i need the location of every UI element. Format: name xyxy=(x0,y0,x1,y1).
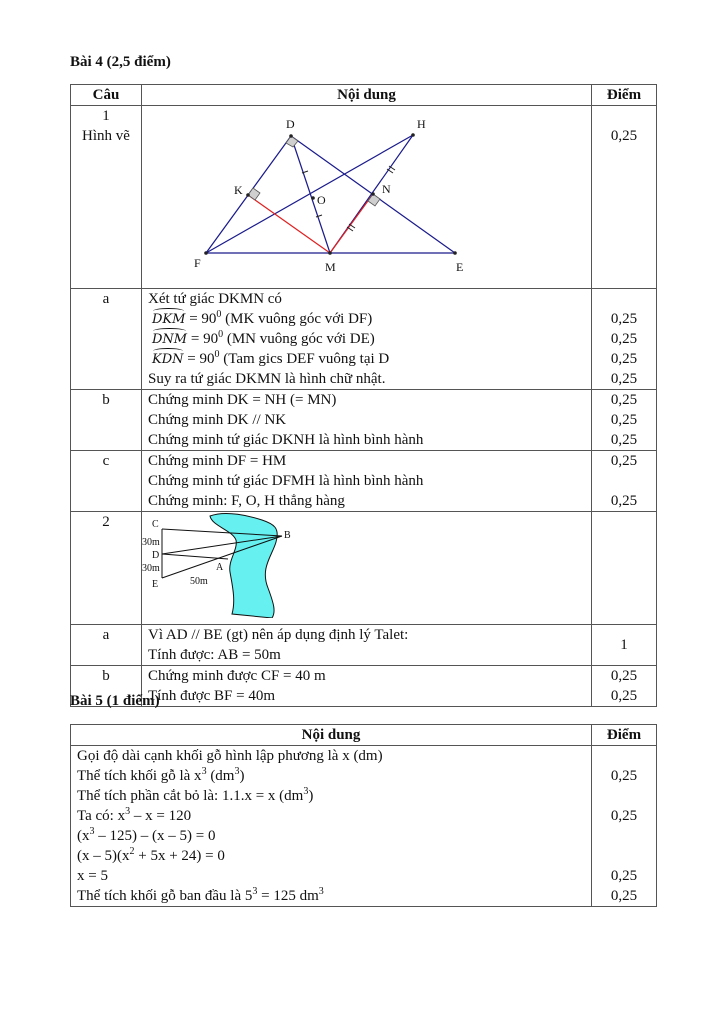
bai5-noidung xyxy=(71,746,592,907)
row-a xyxy=(71,289,657,390)
t: (dm xyxy=(206,768,235,784)
label-E2: E xyxy=(152,579,159,590)
score: 0,25 xyxy=(610,432,638,448)
header-diem: Điểm xyxy=(592,85,657,106)
bai4-table xyxy=(70,84,657,707)
edge-MN xyxy=(330,194,373,253)
score: 0,25 xyxy=(610,888,638,904)
angle-DNM: DNM xyxy=(152,330,187,350)
score: 0,25 xyxy=(610,453,638,469)
score: 0,25 xyxy=(610,412,638,428)
row-b xyxy=(71,390,657,451)
t: ) xyxy=(308,788,314,804)
label-D: D xyxy=(286,117,295,131)
noidung-2b xyxy=(142,666,592,707)
score: 0,25 xyxy=(610,868,638,884)
score: 0,25 xyxy=(610,668,638,684)
t: Thể tích khối gỗ ban đầu là 5 xyxy=(77,888,253,904)
header-diem: Điểm xyxy=(592,725,657,746)
diem-a xyxy=(592,289,657,390)
label-30m-1: 30m xyxy=(142,537,160,548)
text-line: Chứng minh DF = HM xyxy=(148,453,287,469)
text-line xyxy=(148,329,585,349)
bai5-title: Bài 5 (1 điểm) xyxy=(70,693,160,709)
label-M: M xyxy=(325,260,336,274)
noidung-a xyxy=(142,289,592,390)
t: – x = 120 xyxy=(130,808,192,824)
figure-cell xyxy=(142,106,592,289)
sup: 3 xyxy=(318,886,324,897)
t: – 125) – (x – 5) = 0 xyxy=(94,828,216,844)
sup: 3 xyxy=(303,786,309,797)
diem-c xyxy=(592,451,657,512)
deg: 0 xyxy=(216,309,222,320)
score: 0,25 xyxy=(610,688,638,704)
sup: 3 xyxy=(125,806,131,817)
label-C: C xyxy=(152,519,159,530)
bai5-diem xyxy=(592,746,657,907)
score: 0,25 xyxy=(610,808,638,824)
score: 0,25 xyxy=(610,311,638,327)
text-line: Gọi độ dài cạnh khối gỗ hình lập phương là x (dm) xyxy=(77,748,383,764)
eq: = 90 xyxy=(187,331,219,347)
cau-1 xyxy=(71,106,142,289)
t: (x xyxy=(77,828,90,844)
text-line: Tính được BF = 40m xyxy=(148,688,276,704)
cau-2: 2 xyxy=(71,512,142,625)
row-2 xyxy=(71,512,657,625)
deg: 0 xyxy=(218,329,224,340)
text-line: x = 5 xyxy=(77,868,108,884)
sup: 3 xyxy=(234,766,240,777)
text-line: Chứng minh tứ giác DFMH là hình bình hành xyxy=(148,473,424,489)
label-E: E xyxy=(456,260,464,274)
text-line xyxy=(77,806,585,826)
text-line xyxy=(148,309,585,329)
score: 0,25 xyxy=(610,371,638,387)
text-line: Chứng minh tứ giác DKNH là hình bình hành xyxy=(148,432,424,448)
right-angle-K xyxy=(248,188,260,200)
text-line: Tính được: AB = 50m xyxy=(148,647,281,663)
text-line xyxy=(77,846,585,866)
t: Thể tích khối gỗ là x xyxy=(77,768,202,784)
header-noidung: Nội dung xyxy=(71,725,592,746)
noidung-b xyxy=(142,390,592,451)
label-30m-2: 30m xyxy=(142,563,160,574)
deg: 0 xyxy=(214,349,220,360)
cau-c: c xyxy=(71,451,142,512)
text-line xyxy=(148,349,585,369)
t: Thể tích phần cắt bỏ là: 1.1.x = x (dm xyxy=(77,788,304,804)
diem-1: 0,25 xyxy=(592,106,657,289)
text-line xyxy=(77,766,585,786)
text-line: Chứng minh được CF = 40 m xyxy=(148,668,326,684)
score: 0,25 xyxy=(610,331,638,347)
t: Ta có: x xyxy=(77,808,126,824)
sup: 2 xyxy=(129,846,135,857)
cau-label: Hình vẽ xyxy=(82,128,130,144)
header-noidung: Nội dung xyxy=(142,85,592,106)
eq: = 90 xyxy=(183,351,215,367)
cau-2b: b xyxy=(71,666,142,707)
text-line: Chứng minh DK = NH (= MN) xyxy=(148,392,337,408)
noidung-2a xyxy=(142,625,592,666)
score: 0,25 xyxy=(610,768,638,784)
noidung-c xyxy=(142,451,592,512)
label-A: A xyxy=(216,562,224,573)
bai5-header-row xyxy=(71,725,657,746)
text-line: Chứng minh: F, O, H thẳng hàng xyxy=(148,493,345,509)
text-line xyxy=(77,886,585,906)
sup: 3 xyxy=(201,766,207,777)
reason: (MN vuông góc với DE) xyxy=(223,331,375,347)
reason: (Tam gics DEF vuông tại D xyxy=(219,351,390,367)
score: 0,25 xyxy=(610,493,638,509)
bai5-table xyxy=(70,724,657,907)
label-K: K xyxy=(234,183,243,197)
cau-a: a xyxy=(71,289,142,390)
reason: (MK vuông góc với DF) xyxy=(221,311,373,327)
score: 0,25 xyxy=(610,351,638,367)
diem-b xyxy=(592,390,657,451)
text-line: Xét tứ giác DKMN có xyxy=(148,291,282,307)
river-figure xyxy=(142,512,592,618)
angle-KDN: KDN xyxy=(152,350,184,370)
t: + 5x + 24) = 0 xyxy=(134,848,225,864)
t: = 125 dm xyxy=(257,888,319,904)
triangle-figure xyxy=(142,106,592,282)
label-D2: D xyxy=(152,550,160,561)
bai5-content-row xyxy=(71,746,657,907)
header-cau: Câu xyxy=(71,85,142,106)
row-c xyxy=(71,451,657,512)
label-B: B xyxy=(284,530,291,541)
sup: 3 xyxy=(252,886,258,897)
angle-DKM: DKM xyxy=(152,310,185,330)
t: (x – 5)(x xyxy=(77,848,130,864)
cau-2a: a xyxy=(71,625,142,666)
diem-2a: 1 xyxy=(592,625,657,666)
label-F: F xyxy=(194,256,201,270)
river-figure-cell xyxy=(142,512,592,625)
diem-2b xyxy=(592,666,657,707)
bai4-header-row xyxy=(71,85,657,106)
t: ) xyxy=(239,768,245,784)
text-line: Vì AD // BE (gt) nên áp dụng định lý Talet: xyxy=(148,627,409,643)
sup: 3 xyxy=(89,826,95,837)
row-2a xyxy=(71,625,657,666)
cau-number: 1 xyxy=(102,108,110,124)
score: 0,25 xyxy=(610,392,638,408)
label-H: H xyxy=(417,117,426,131)
right-angle-D xyxy=(286,136,298,147)
label-50m: 50m xyxy=(190,576,208,587)
cau-b: b xyxy=(71,390,142,451)
text-line xyxy=(77,786,585,806)
label-O: O xyxy=(317,193,326,207)
diem-2 xyxy=(592,512,657,625)
label-N: N xyxy=(382,182,391,196)
text-line xyxy=(77,826,585,846)
bai4-title: Bài 4 (2,5 điểm) xyxy=(70,54,171,70)
row-1 xyxy=(71,106,657,289)
text-line: Chứng minh DK // NK xyxy=(148,412,287,428)
eq: = 90 xyxy=(185,311,217,327)
text-line: Suy ra tứ giác DKMN là hình chữ nhật. xyxy=(148,371,386,387)
